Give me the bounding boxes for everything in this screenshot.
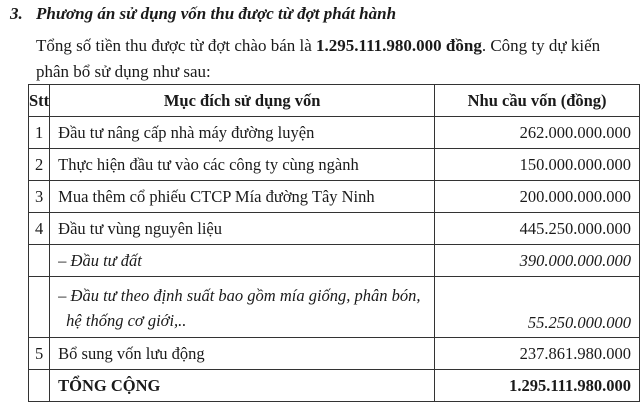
intro-text-before: Tổng số tiền thu được từ đợt chào bán là (36, 36, 317, 55)
row-stt: 4 (29, 213, 50, 245)
row-stt: 3 (29, 181, 50, 213)
row-purpose: Thực hiện đầu tư vào các công ty cùng ngành (50, 149, 435, 181)
row-purpose: Đầu tư nâng cấp nhà máy đường luyện (50, 117, 435, 149)
row-amount: 200.000.000.000 (435, 181, 640, 213)
table-row (29, 338, 640, 370)
row-amount: 262.000.000.000 (435, 117, 640, 149)
row-amount: 150.000.000.000 (435, 149, 640, 181)
section-heading (10, 4, 396, 24)
row-stt: 5 (29, 338, 50, 370)
table-header-row (29, 85, 640, 117)
row-stt (29, 245, 50, 277)
row-purpose: Mua thêm cổ phiếu CTCP Mía đường Tây Ninh (50, 181, 435, 213)
table-row (29, 149, 640, 181)
row-purpose: Bổ sung vốn lưu động (50, 338, 435, 370)
section-title: Phương án sử dụng vốn thu được từ đợt phát hành (36, 4, 397, 23)
table-row (29, 213, 640, 245)
table-total-row (29, 370, 640, 402)
header-amount: Nhu cầu vốn (đồng) (435, 85, 640, 117)
intro-total-amount: 1.295.111.980.000 đồng (316, 36, 482, 55)
intro-text-after: . Công ty dự kiến phân bổ sử dụng như sau: (36, 36, 601, 81)
row-purpose-line2: hệ thống cơ giới,.. (66, 311, 187, 330)
row-stt: 2 (29, 149, 50, 181)
row-amount: 55.250.000.000 (435, 277, 640, 338)
table-row (29, 181, 640, 213)
header-stt: Stt (29, 85, 50, 117)
row-stt (29, 277, 50, 338)
row-purpose: – Đầu tư đất (50, 245, 435, 277)
row-purpose-line1: – Đầu tư theo định suất bao gồm mía giống, phân bón, (58, 286, 421, 305)
row-purpose (50, 277, 435, 338)
total-amount: 1.295.111.980.000 (435, 370, 640, 402)
row-amount: 237.861.980.000 (435, 338, 640, 370)
section-number: 3. (10, 4, 23, 23)
row-amount: 390.000.000.000 (435, 245, 640, 277)
table-row (29, 117, 640, 149)
capital-allocation-table (28, 84, 640, 402)
row-amount: 445.250.000.000 (435, 213, 640, 245)
row-purpose: Đầu tư vùng nguyên liệu (50, 213, 435, 245)
row-stt: 1 (29, 117, 50, 149)
row-stt (29, 370, 50, 402)
total-label: TỔNG CỘNG (50, 370, 435, 402)
header-purpose: Mục đích sử dụng vốn (50, 85, 435, 117)
table-subrow (29, 277, 640, 338)
table-subrow (29, 245, 640, 277)
intro-paragraph (36, 33, 636, 85)
